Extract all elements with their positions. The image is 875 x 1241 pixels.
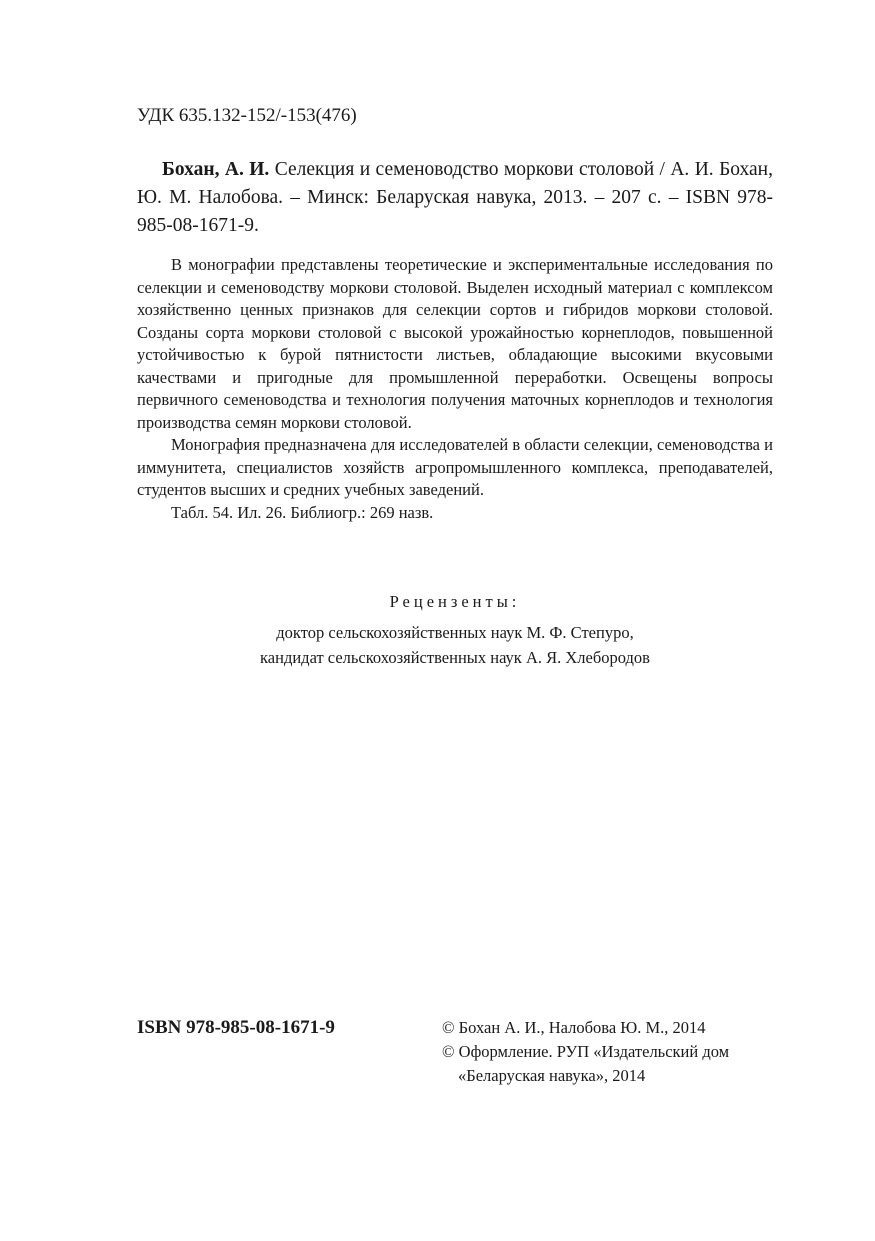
copyright-block [442, 1016, 782, 1088]
abstract [137, 254, 773, 524]
abstract-stats: Табл. 54. Ил. 26. Библиогр.: 269 назв. [171, 502, 434, 522]
bibliographic-record [137, 156, 773, 240]
reviewer: доктор сельскохозяйственных наук М. Ф. Степуро, [276, 623, 634, 642]
isbn: ISBN 978-985-08-1671-9 [137, 1017, 335, 1038]
abstract-paragraph: Монография предназначена для исследователей в области селекции, семеноводства и иммунитета, специалистов хозяйств агропромышленного комплекса, преподавателей, студентов высших и средних учебных заведений. [137, 435, 773, 499]
book-description: Селекция и семеноводство моркови столовой / А. И. Бохан, Ю. М. Налобова. – Минск: Беларуская навука, 2013. – 207 с. – ISBN 978-985-08-1671-9. [137, 159, 773, 236]
author-name: Бохан, А. И. [162, 159, 270, 180]
copyright-publisher: «Беларуская навука», 2014 [458, 1066, 646, 1085]
abstract-paragraph: В монографии представлены теоретические и экспериментальные исследования по селекции и семеноводству моркови столовой. Выделен исходный материал с комплексом хозяйственно ценных признаков для селекции сортов и гибридов моркови столовой. Созданы сорта моркови столовой с высокой урожайностью корнеплодов, повышенной устойчивостью к бурой пятнистости листьев, обладающие высокими вкусовыми качествами и пригодные для промышленной переработки. Освещены вопросы первичного семеноводства и технология получения маточных корнеплодов и технология производства семян моркови столовой. [137, 255, 773, 432]
reviewers-list [137, 620, 773, 670]
reviewers-heading: Рецензенты: [389, 592, 521, 611]
udk-code: УДК 635.132-152/-153(476) [137, 105, 357, 126]
copyright-design: © Оформление. РУП «Издательский дом [442, 1042, 730, 1061]
reviewer: кандидат сельскохозяйственных наук А. Я. Хлебородов [260, 648, 650, 667]
copyright-authors: © Бохан А. И., Налобова Ю. М., 2014 [442, 1018, 706, 1037]
